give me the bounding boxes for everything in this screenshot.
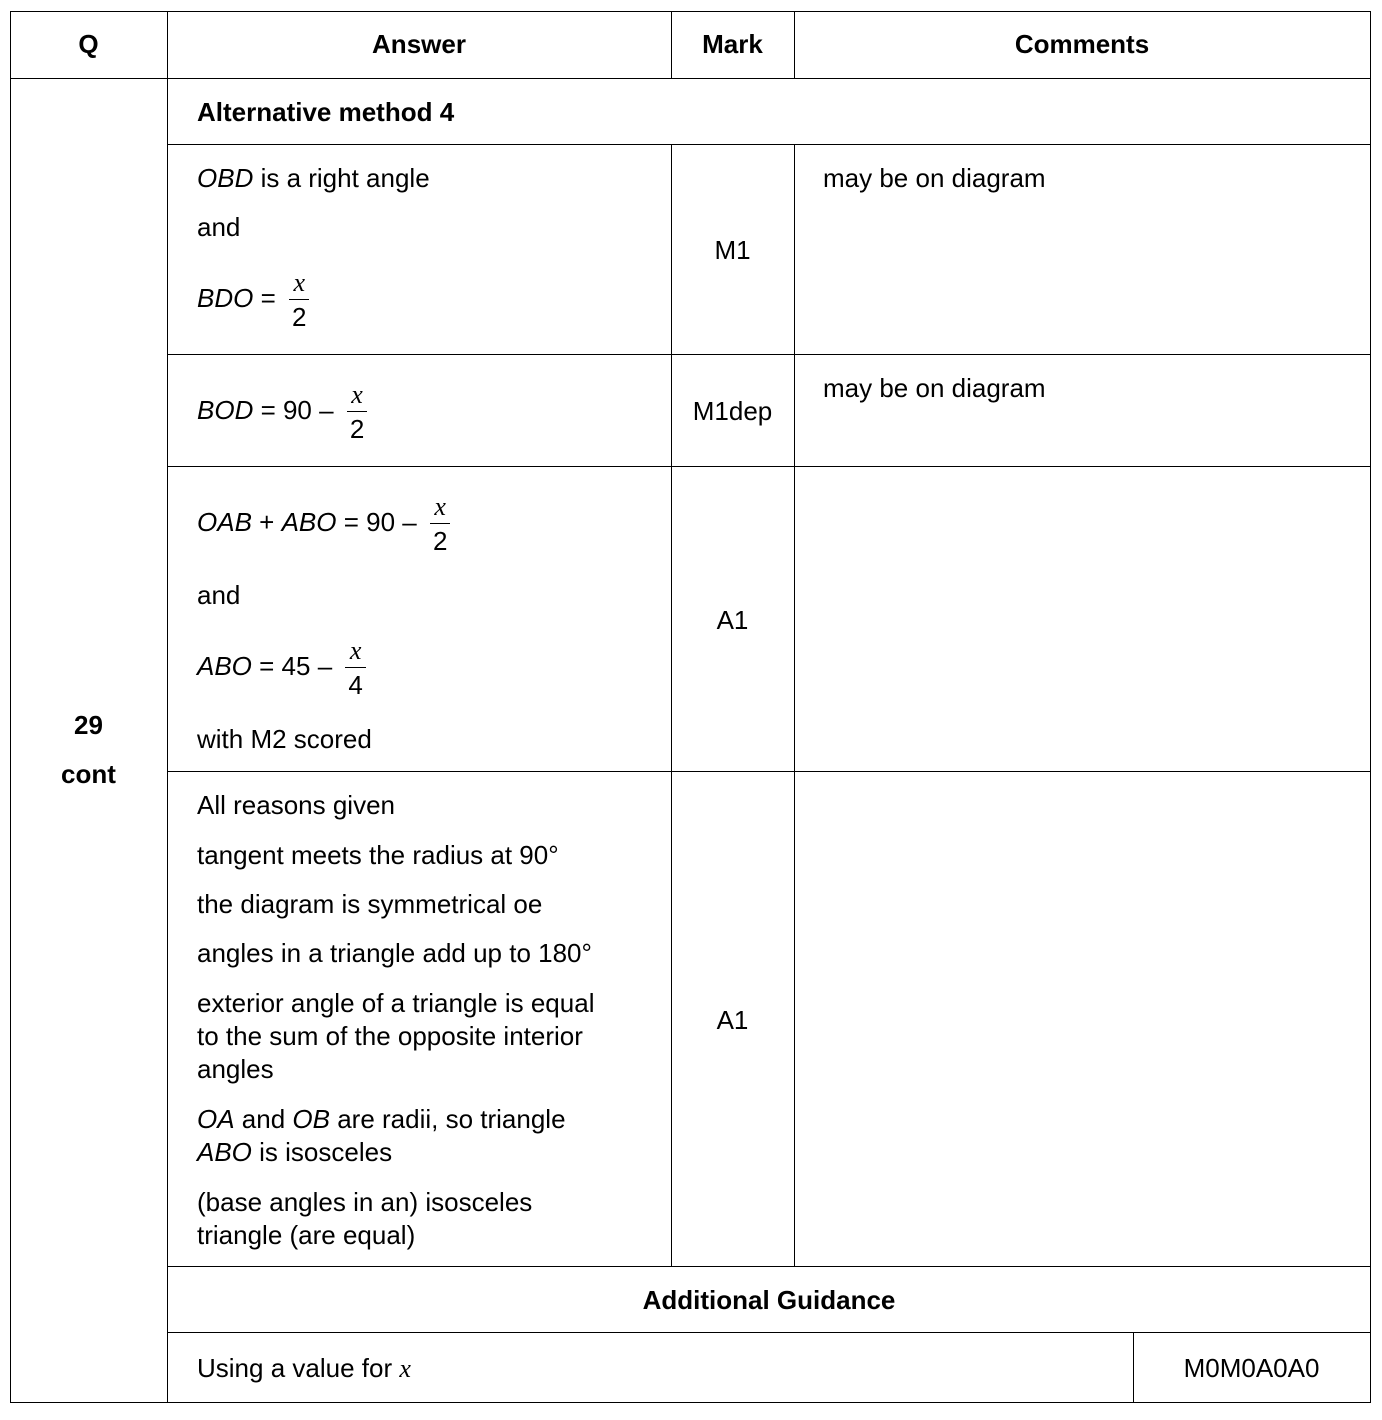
answer-term: ABO bbox=[281, 506, 337, 537]
answer-term: OAB bbox=[197, 506, 252, 537]
header-mark: Mark bbox=[702, 29, 763, 59]
answer-text: angles bbox=[197, 1054, 274, 1084]
answer-term: OBD bbox=[197, 163, 254, 193]
rule bbox=[167, 1266, 1371, 1267]
fraction bbox=[347, 382, 367, 442]
rule bbox=[10, 78, 1371, 79]
answer-text: (base angles in an) isosceles bbox=[197, 1187, 533, 1217]
rule bbox=[167, 11, 168, 1403]
answer-term: BDO bbox=[197, 282, 254, 313]
rule bbox=[167, 1332, 1371, 1333]
answer-text: is isosceles bbox=[251, 1137, 393, 1167]
fraction-numerator: x bbox=[293, 268, 305, 297]
header-answer: Answer bbox=[372, 29, 466, 59]
answer-row-4-line-2: tangent meets the radius at 90° bbox=[197, 840, 559, 870]
answer-row-4-line-7 bbox=[197, 1186, 532, 1252]
guidance-title: Additional Guidance bbox=[642, 1285, 896, 1315]
guidance-text-value: Using a value for bbox=[197, 1353, 400, 1383]
rule bbox=[10, 1402, 1371, 1403]
answer-row-4-line-5 bbox=[197, 987, 594, 1086]
answer-term: BOD bbox=[197, 394, 254, 425]
guidance-text bbox=[197, 1353, 411, 1384]
comment-row-1: may be on diagram bbox=[823, 163, 1046, 193]
answer-text: triangle (are equal) bbox=[197, 1220, 416, 1250]
answer-text: to the sum of the opposite interior bbox=[197, 1021, 583, 1051]
answer-row-3-line-3 bbox=[197, 638, 366, 698]
answer-text: and bbox=[234, 1104, 293, 1134]
rule bbox=[794, 144, 795, 1267]
answer-text: = 45 – bbox=[251, 650, 340, 681]
rule bbox=[167, 354, 1371, 355]
answer-row-4-line-1: All reasons given bbox=[197, 790, 395, 820]
question-number bbox=[10, 701, 167, 799]
answer-row-1-line-1 bbox=[197, 163, 430, 193]
answer-row-1-line-3 bbox=[197, 270, 309, 330]
answer-text: + bbox=[251, 506, 282, 537]
fraction-denominator: 2 bbox=[347, 411, 367, 442]
answer-row-4-line-4: angles in a triangle add up to 180° bbox=[197, 938, 592, 968]
mark-row-1: M1 bbox=[714, 235, 751, 265]
mark-scheme-table bbox=[10, 11, 1371, 1403]
fraction-denominator: 4 bbox=[345, 667, 365, 698]
answer-text: is a right angle bbox=[253, 163, 430, 193]
answer-row-4-line-3: the diagram is symmetrical oe bbox=[197, 889, 543, 919]
rule bbox=[10, 11, 1371, 12]
rule bbox=[671, 144, 672, 1267]
answer-term: OB bbox=[292, 1104, 330, 1134]
answer-row-2-line-1 bbox=[197, 382, 367, 442]
answer-text: exterior angle of a triangle is equal bbox=[197, 988, 595, 1018]
answer-row-1-line-2: and bbox=[197, 212, 241, 242]
answer-text: are radii, so triangle bbox=[329, 1104, 566, 1134]
answer-row-4-line-6 bbox=[197, 1103, 566, 1169]
answer-row-3-line-1 bbox=[197, 494, 450, 554]
mark-row-3: A1 bbox=[716, 605, 749, 635]
fraction bbox=[289, 270, 309, 330]
method-title: Alternative method 4 bbox=[197, 97, 455, 127]
answer-row-3-line-4: with M2 scored bbox=[197, 724, 372, 754]
rule bbox=[1370, 11, 1371, 1403]
answer-term: OA bbox=[197, 1104, 235, 1134]
fraction-denominator: 2 bbox=[289, 299, 309, 330]
fraction-numerator: x bbox=[351, 380, 363, 409]
answer-term: ABO bbox=[197, 650, 252, 681]
question-number-value: 29 bbox=[74, 710, 103, 740]
rule bbox=[167, 771, 1371, 772]
comment-row-2: may be on diagram bbox=[823, 373, 1046, 403]
fraction-numerator: x bbox=[349, 636, 362, 665]
rule bbox=[167, 466, 1371, 467]
question-number-suffix: cont bbox=[61, 759, 116, 789]
guidance-variable: x bbox=[399, 1354, 411, 1383]
fraction bbox=[345, 638, 365, 698]
answer-text: = 90 – bbox=[336, 506, 424, 537]
mark-row-2: M1dep bbox=[692, 396, 773, 426]
rule bbox=[167, 144, 1371, 145]
header-comments: Comments bbox=[1014, 29, 1150, 59]
fraction bbox=[430, 494, 450, 554]
answer-text: = bbox=[253, 282, 283, 313]
header-q: Q bbox=[78, 29, 99, 59]
guidance-mark: M0M0A0A0 bbox=[1183, 1353, 1320, 1383]
answer-text: = 90 – bbox=[253, 394, 341, 425]
answer-row-3-line-2: and bbox=[197, 580, 241, 610]
fraction-numerator: x bbox=[434, 492, 446, 521]
mark-row-4: A1 bbox=[716, 1005, 749, 1035]
fraction-denominator: 2 bbox=[430, 523, 450, 554]
answer-term: ABO bbox=[197, 1137, 252, 1167]
